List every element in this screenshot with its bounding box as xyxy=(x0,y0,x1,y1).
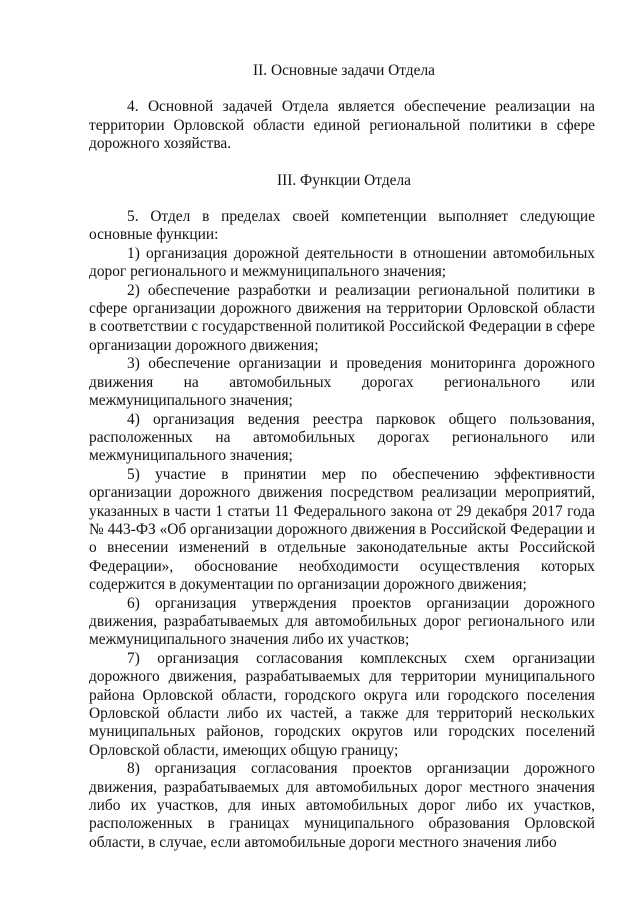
function-item-2: 2) обеспечение разработки и реализации региональной политики в сфере организации дорожного движения на территории Орловской области в соответствии с государственной политикой Российской Федерации в сфере организации дорожного движения; xyxy=(89,281,595,354)
function-item-8: 8) организация согласования проектов организации дорожного движения, разрабатываемых для автомобильных дорог местного значения либо их участков, для иных автомобильных дорог либо их участков, расположенных в границах муниципального образования Орловской области, в случае, если автомобильные дороги местного значения либо xyxy=(89,760,595,851)
paragraph-4: 4. Основной задачей Отдела является обеспечение реализации на территории Орловской области единой региональной политики в сфере дорожного хозяйства. xyxy=(89,98,595,153)
section-2-heading: II. Основные задачи Отдела xyxy=(253,62,435,79)
document-page xyxy=(89,62,595,852)
function-item-5: 5) участие в принятии мер по обеспечению эффективности организации дорожного движения посредством реализации мероприятий, указанных в части 1 статьи 11 Федерального закона от 29 декабря 2017 года № 443-ФЗ «Об организации дорожного движения в Российской Федерации и о внесении изменений в отдельные законодательные акты Российской Федерации», обоснование необходимости осуществления которых содержится в документации по организации дорожного движения; xyxy=(89,465,595,594)
section-3-heading: III. Функции Отдела xyxy=(276,171,411,189)
function-item-6: 6) организация утверждения проектов организации дорожного движения, разрабатываемых для автомобильных дорог регионального или межмуниципального значения либо их участков; xyxy=(89,594,595,649)
function-item-4: 4) организация ведения реестра парковок общего пользования, расположенных на автомобильных дорогах регионального или межмуниципального значения; xyxy=(89,410,595,465)
function-item-3: 3) обеспечение организации и проведения мониторинга дорожного движения на автомобильных дорогах регионального или межмуниципального значения; xyxy=(89,355,595,410)
function-item-1: 1) организация дорожной деятельности в отношении автомобильных дорог регионального и межмуниципального значения; xyxy=(89,244,595,281)
paragraph-5: 5. Отдел в пределах своей компетенции выполняет следующие основные функции: xyxy=(89,208,595,244)
function-item-7: 7) организация согласования комплексных схем организации дорожного движения, разрабатываемых для территории муниципального района Орловской области, городского округа или городского поселения Орловской области либо их частей, а также для территорий нескольких муниципальных районов, городских округов или городских поселений Орловской области, имеющих общую границу; xyxy=(89,649,595,759)
